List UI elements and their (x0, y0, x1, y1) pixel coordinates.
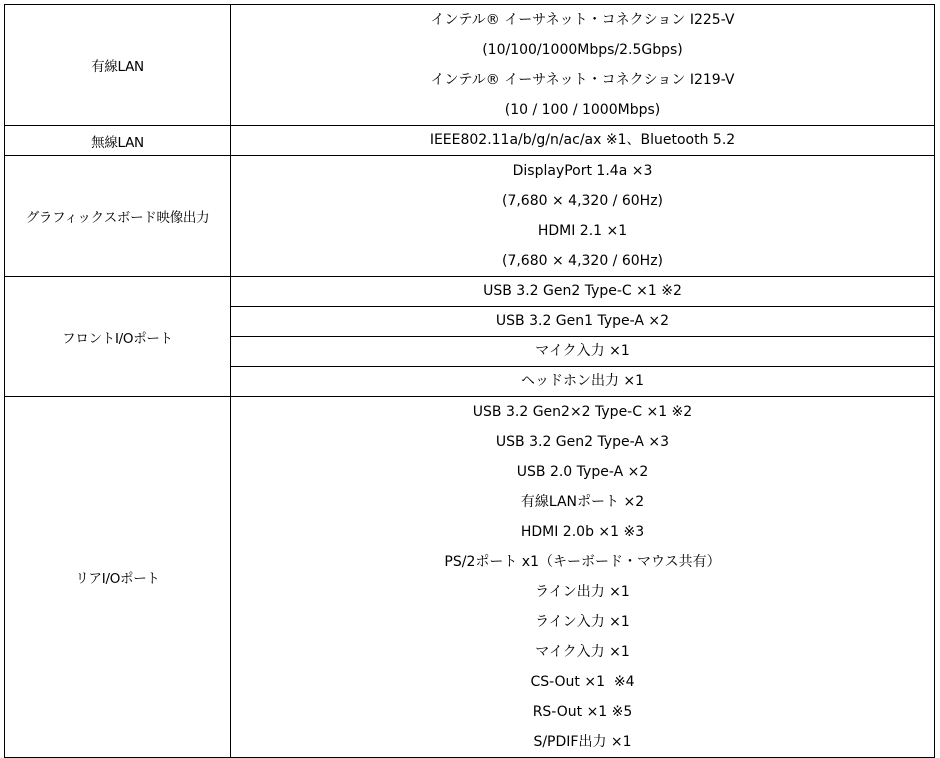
value-line: USB 3.2 Gen1 Type-A ×2 (495, 313, 670, 329)
value-line: DisplayPort 1.4a ×3 (512, 163, 653, 179)
value-line: 有線LANポート ×2 (520, 494, 645, 510)
value-line: ライン入力 ×1 (535, 614, 630, 630)
row-label: グラフィックスボード映像出力 (5, 156, 231, 277)
row-label: フロントI/Oポート (5, 277, 231, 397)
value-line: (10/100/1000Mbps/2.5Gbps) (482, 42, 683, 58)
value-line: USB 3.2 Gen2×2 Type-C ×1 ※2 (472, 404, 693, 420)
value-line: (10 / 100 / 1000Mbps) (504, 102, 661, 118)
row-label: リアI/Oポート (5, 397, 231, 758)
value-line: HDMI 2.1 ×1 (537, 223, 628, 239)
value-line: インテル® イーサネット・コネクション I225-V (430, 12, 735, 28)
row-value (231, 397, 935, 758)
value-line: (7,680 × 4,320 / 60Hz) (501, 193, 664, 209)
value-line: USB 2.0 Type-A ×2 (516, 464, 649, 480)
table-row-rear-io (5, 397, 935, 758)
value-line: PS/2ポート x1（キーボード・マウス共有） (444, 554, 721, 570)
value-line: マイク入力 ×1 (535, 644, 630, 660)
value-line: ライン出力 ×1 (535, 584, 630, 600)
value-line: CS-Out ×1 ※4 (530, 674, 635, 690)
table-row-wireless-lan (5, 126, 935, 156)
value-line: S/PDIF出力 ×1 (533, 734, 632, 750)
value-line: マイク入力 ×1 (535, 343, 630, 359)
value-line: HDMI 2.0b ×1 ※3 (520, 524, 645, 540)
value-line: ヘッドホン出力 ×1 (520, 373, 645, 389)
row-value (231, 277, 935, 307)
table-row-wired-lan (5, 5, 935, 126)
value-line: インテル® イーサネット・コネクション I219-V (430, 72, 735, 88)
row-value (231, 367, 935, 397)
row-value (231, 126, 935, 156)
value-line: RS-Out ×1 ※5 (532, 704, 633, 720)
row-label: 有線LAN (5, 5, 231, 126)
row-label: 無線LAN (5, 126, 231, 156)
row-value (231, 337, 935, 367)
row-value (231, 5, 935, 126)
value-line: IEEE802.11a/b/g/n/ac/ax ※1、Bluetooth 5.2 (429, 132, 736, 148)
table-row-front-io (5, 277, 935, 307)
value-line: USB 3.2 Gen2 Type-A ×3 (495, 434, 670, 450)
spec-table (4, 4, 935, 758)
row-value (231, 156, 935, 277)
row-value (231, 307, 935, 337)
value-line: USB 3.2 Gen2 Type-C ×1 ※2 (483, 283, 682, 299)
value-line: (7,680 × 4,320 / 60Hz) (501, 253, 664, 269)
table-row-graphics-output (5, 156, 935, 277)
